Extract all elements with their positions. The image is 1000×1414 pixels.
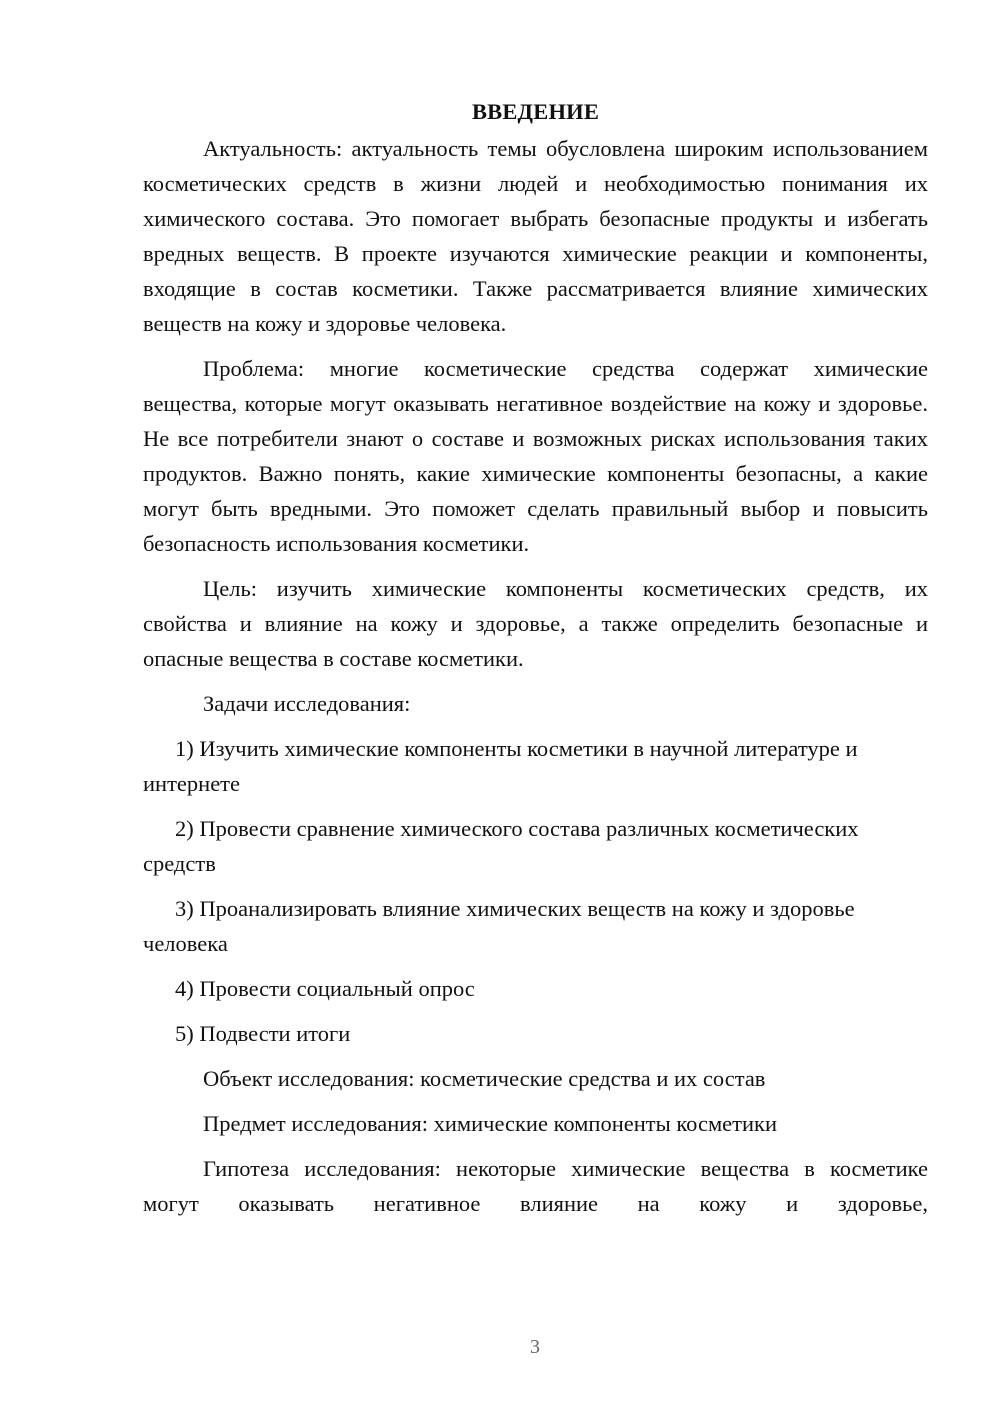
hypothesis-paragraph: Гипотеза исследования: некоторые химические вещества в косметике могут оказывать негативное влияние на кожу и здоровье, [143,1156,928,1216]
page-number: 3 [530,1336,540,1358]
task-item: 5) Подвести итоги [175,1021,351,1046]
subject-paragraph: Предмет исследования: химические компоненты косметики [203,1111,778,1136]
task-item: 1) Изучить химические компоненты косметики в научной литературе и интернете [143,736,858,796]
object-paragraph: Объект исследования: косметические средства и их состав [203,1066,766,1091]
tasks-intro: Задачи исследования: [203,691,411,716]
section-heading: ВВЕДЕНИЕ [471,99,600,124]
page-content [143,94,928,1231]
problem-paragraph: Проблема: многие косметические средства содержат химические вещества, которые могут оказывать негативное воздействие на кожу и здоровье. Не все потребители знают о составе и возможных рисках использования таких продуктов. Важно понять, какие химические компоненты безопасны, а какие могут быть вредными. Это поможет сделать правильный выбор и повысить безопасность использования косметики. [143,356,928,556]
task-item: 4) Провести социальный опрос [175,976,475,1001]
goal-paragraph: Цель: изучить химические компоненты косметических средств, их свойства и влияние на кожу и здоровье, а также определить безопасные и опасные вещества в составе косметики. [143,576,928,671]
task-item: 3) Проанализировать влияние химических веществ на кожу и здоровье человека [143,896,855,956]
task-item: 2) Провести сравнение химического состава различных косметических средств [143,816,859,876]
relevance-paragraph: Актуальность: актуальность темы обусловлена широким использованием косметических средств в жизни людей и необходимостью понимания их химического состава. Это помогает выбрать безопасные продукты и избегать вредных веществ. В проекте изучаются химические реакции и компоненты, входящие в состав косметики. Также рассматривается влияние химических веществ на кожу и здоровье человека. [143,136,928,336]
